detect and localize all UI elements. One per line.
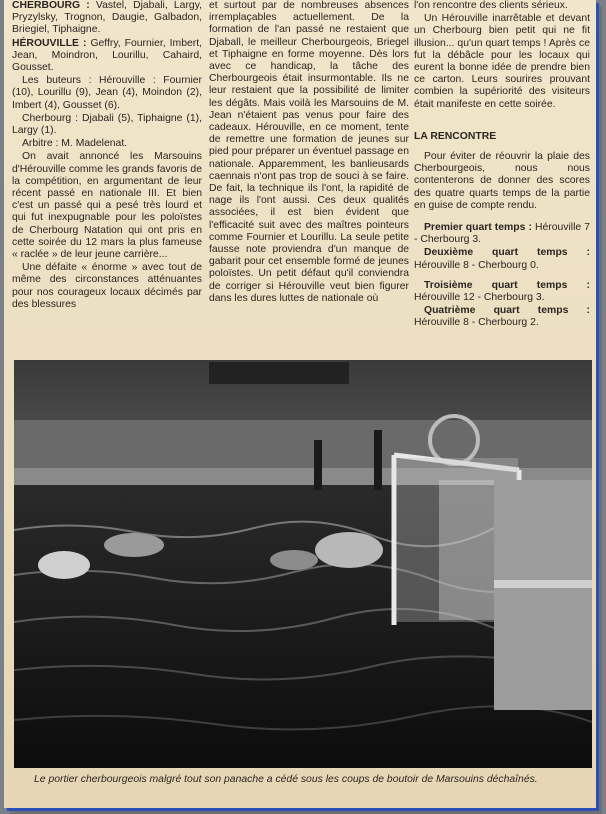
referee: Arbitre : M. Madelenat. [22,138,128,150]
article-paragraph: l'on rencontre des clients sérieux. [414,0,568,11]
article-paragraph: On avait annoncé les Marsouins d'Hérouville comme les grands favoris de la compétition, en argumentant de leur récent passé en nationale III. Et bien c'est un passé qui a pesé très lourd et qui fut inexpugnable pour les poloïstes de Cherbourg Natation qui ont pris en cette soirée du 12 mars la plus fameuse « raclée » de leur jeune carrière... [12,151,202,261]
water-polo-photo [14,360,592,768]
quarter-score: Deuxième quart temps : Hérouville 8 - Cherbourg 0. [414,247,590,271]
article-paragraph: Une défaite « énorme » avec tout de même des circonstances atténuantes pour nos courageux locaux décimés par des blessures [12,262,202,310]
column-1 [12,0,202,312]
photo-illustration [14,360,592,768]
article-paragraph: Pour éviter de réouvrir la plaie des Cherbourgeois, nous nous contenterons de donner des scores des quatre quarts temps de la partie en guise de compte rendu. [414,151,590,211]
column-3 [414,0,590,331]
team-herouville: HÉROUVILLE : Geffry, Fournier, Imbert, Jean, Moindron, Lourillu, Cahaird, Gousset. [12,37,202,74]
newspaper-clipping [4,0,596,808]
photo-caption: Le portier cherbourgeois malgré tout son panache a cédé sous les coups de boutoir de Marsouins déchaînés. [34,774,538,785]
article-paragraph: Un Hérouville inarrêtable et devant un Cherbourg bien petit qui ne fit illusion... qu'un quart temps ! Après ce fut la débâcle pour les locaux qui eurent la bonne idée de prendre bien ce carton. Leurs sourires prouvant combien la supériorité des visiteurs était manifeste en cette soirée. [414,13,590,110]
column-2 [209,0,409,306]
quarter-score: Premier quart temps : Hérouville 7 - Cherbourg 3. [414,222,590,246]
quarter-score: Troisième quart temps : Hérouville 12 - Cherbourg 3. [414,279,590,304]
scorers: Les buteurs : Hérouville : Fournier (10), Lourillu (9), Jean (4), Moindon (2), Imbert (4), Gousset (6). [12,75,202,111]
team-cherbourg: CHERBOURG : Vastel, Djabali, Largy, Pryzylsky, Trognon, Daugie, Galbadon, Briegiel, Tiphaigne. [12,0,203,36]
scorers-cherbourg: Cherbourg : Djabali (5), Tiphaigne (1), Largy (1). [12,112,202,137]
quarter-score: Quatrième quart temps : Hérouville 8 - Cherbourg 2. [414,305,590,329]
section-title: LA RENCONTRE [414,130,497,142]
article-paragraph: et surtout par de nombreuses absences irremplaçables actuellement. De la formation de l'an passé ne restaient que Djaball, le meilleur Cherbourgeois, Briegel et Tiphaigne en forme moyenne. Dès lors avec ce handicap, la tâche des Cherbourgeois était insurmontable. Ils ne leur restaient que la possibilité de limiter les dégâts. Mais voilà les Marsouins de M. Jean n'étaient pas venus pour faire des cadeaux. Hérouville, en ce moment, tente de remettre une formation de jeunes sur pied pour préparer un éventuel passage en nationale. Apparemment, les banlieusards caennais n'ont pas trop de souci à se faire. De fait, la technique ils l'ont, la rapidité de nage ils l'ont aussi. Ces deux qualités associées, il est bien évident que l'efficacité suit avec des maîtres pointeurs comme Fournier et Lourillu. La seule petite fausse note proviendra d'un manque de gabarit pour cet ensemble formé de jeunes poloïstes. Un petit défaut qu'il conviendra de corriger si Hérouville veut bien figurer dans les dures luttes de nationale où [209,0,409,304]
